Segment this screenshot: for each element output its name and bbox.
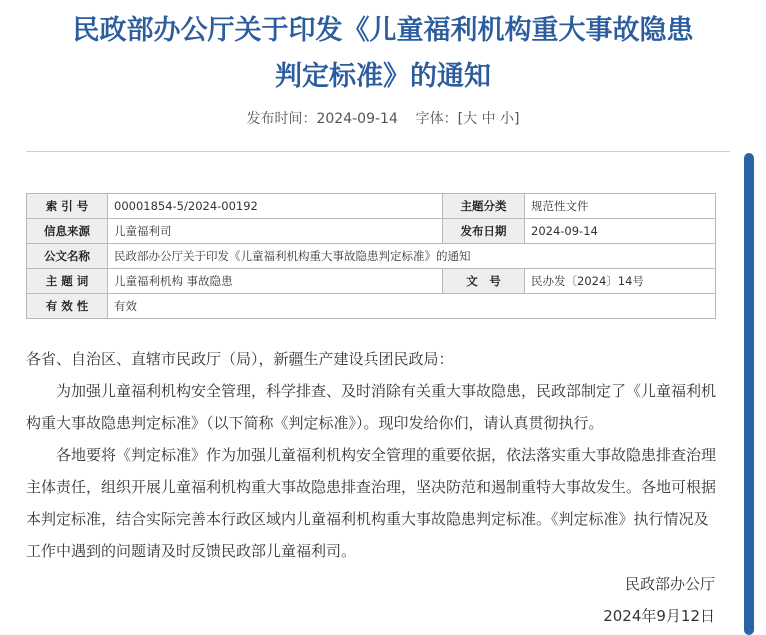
index-no-label: 索 引 号 (27, 194, 108, 219)
validity-label: 有 效 性 (27, 294, 108, 319)
body-paragraph-2: 各地要将《判定标准》作为加强儿童福利机构安全管理的重要依据，依法落实重大事故隐患排查治理主体责任，组织开展儿童福利机构重大事故隐患排查治理，坚决防范和遏制重特大事故发生。各地可根据本判定标准，结合实际完善本行政区域内儿童福利机构重大事故隐患判定标准。《判定标准》执行情况及工作中遇到的问题请及时反馈民政部儿童福利司。 (26, 446, 717, 560)
table-row (27, 219, 716, 244)
keywords-value: 儿童福利机构 事故隐患 (108, 269, 443, 294)
source-value: 儿童福利司 (108, 219, 443, 244)
salutation: 各省、自治区、直辖市民政厅（局），新疆生产建设兵团民政局： (26, 350, 454, 368)
doc-no-value: 民办发〔2024〕14号 (525, 269, 716, 294)
source-label: 信息来源 (27, 219, 108, 244)
date-value: 2024-09-14 (525, 219, 716, 244)
font-size-large-button[interactable]: 大 (463, 111, 478, 127)
table-row (27, 244, 716, 269)
article-title-line2: 判定标准》的通知 (275, 61, 491, 92)
article-title (0, 8, 766, 100)
signature: 民政部办公厅 (624, 575, 715, 593)
validity-value: 有效 (108, 294, 716, 319)
font-size-label: 字体： (415, 111, 458, 127)
signature-date: 2024年9月12日 (603, 607, 715, 625)
body-paragraph-1: 为加强儿童福利机构安全管理，科学排查、及时消除有关重大事故隐患，民政部制定了《儿童福利机构重大事故隐患判定标准》（以下简称《判定标准》）。现印发给你们，请认真贯彻执行。 (26, 382, 717, 432)
article-title-line1: 民政部办公厅关于印发《儿童福利机构重大事故隐患 (72, 15, 694, 46)
font-size-bracket-open: [ (457, 111, 464, 127)
scrollbar-thumb[interactable] (744, 153, 754, 635)
index-no-value: 00001854-5/2024-00192 (108, 194, 443, 219)
publish-label: 发布时间： (246, 111, 317, 127)
document-info-table (26, 193, 716, 319)
font-size-small-button[interactable]: 小 (500, 111, 515, 127)
article-body (26, 343, 718, 567)
scrollbar[interactable] (744, 153, 754, 635)
font-size-medium-button[interactable]: 中 (481, 111, 496, 127)
table-row (27, 294, 716, 319)
table-row (27, 194, 716, 219)
date-label: 发布日期 (443, 219, 525, 244)
publish-date: 2024-09-14 (316, 111, 398, 127)
keywords-label: 主 题 词 (27, 269, 108, 294)
article-meta (0, 108, 766, 130)
doc-no-label: 文 号 (443, 269, 525, 294)
doc-name-value: 民政部办公厅关于印发《儿童福利机构重大事故隐患判定标准》的通知 (108, 244, 716, 269)
header-divider (26, 151, 730, 152)
doc-name-label: 公文名称 (27, 244, 108, 269)
category-value: 规范性文件 (525, 194, 716, 219)
category-label: 主题分类 (443, 194, 525, 219)
table-row (27, 269, 716, 294)
font-size-bracket-close: ] (514, 111, 520, 127)
